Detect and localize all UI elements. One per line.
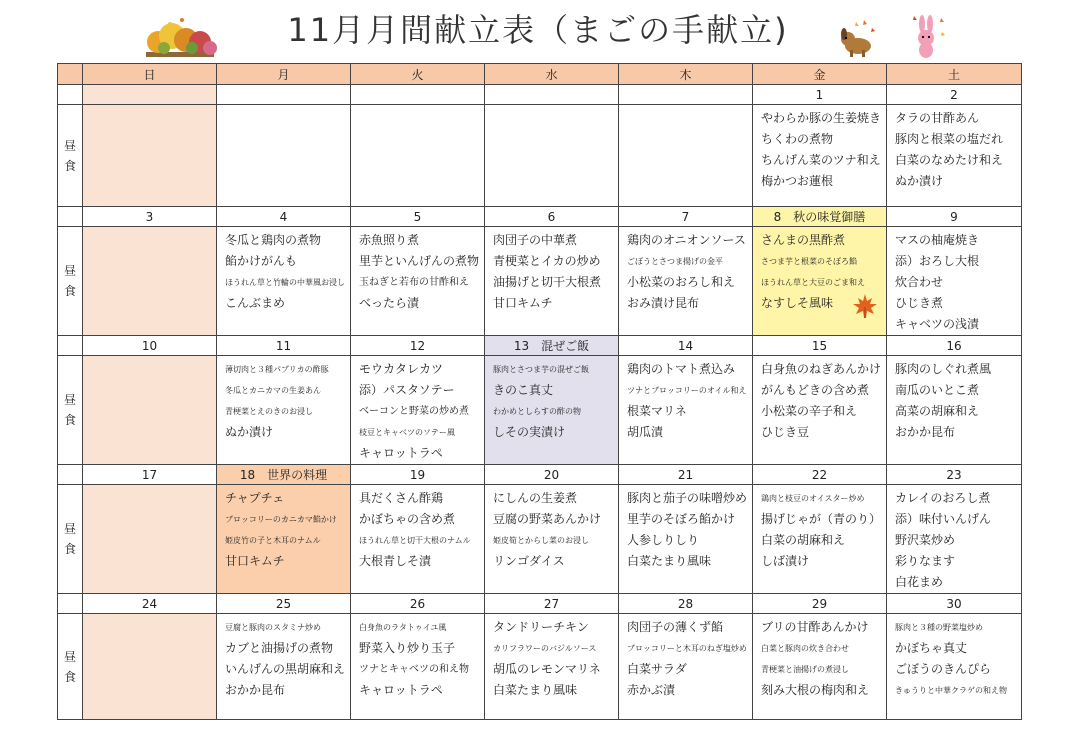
menu-item: にしんの生姜煮 xyxy=(493,491,578,505)
menu-item: 根菜マリネ xyxy=(627,404,687,418)
menu-item: 里芋といんげんの煮物 xyxy=(359,254,480,268)
menu-item: チャプチェ xyxy=(225,491,285,505)
date-row-side xyxy=(58,207,83,227)
menu-item: 白菜たまり風味 xyxy=(493,683,578,697)
menu-cell xyxy=(887,356,1022,465)
menu-cell xyxy=(619,227,753,336)
menu-cell xyxy=(887,105,1022,207)
menu-item: ベーコンと野菜の炒め煮 xyxy=(359,406,469,417)
menu-item: こんぶまめ xyxy=(225,296,286,310)
menu-item: 白菜と豚肉の炊き合わせ xyxy=(761,644,849,653)
menu-cell xyxy=(217,614,351,720)
menu-item: 高菜の胡麻和え xyxy=(895,404,980,418)
menu-list xyxy=(217,227,350,314)
menu-list xyxy=(887,227,1021,335)
menu-item: 添）パスタソテー xyxy=(359,383,455,397)
menu-item: 野沢菜炒め xyxy=(895,533,956,547)
menu-cell xyxy=(351,485,485,594)
menu-item: ごぼうのきんぴら xyxy=(895,662,992,676)
menu-item: ブリの甘酢あんかけ xyxy=(761,620,869,634)
menu-item: べったら漬 xyxy=(359,296,420,310)
menu-list xyxy=(485,614,618,701)
date-cell: 14 xyxy=(619,336,753,356)
date-cell: 20 xyxy=(485,465,619,485)
menu-item: 白菜サラダ xyxy=(627,662,687,676)
menu-list xyxy=(619,485,752,572)
date-cell: 25 xyxy=(217,594,351,614)
menu-cell xyxy=(485,227,619,336)
menu-item: ツナとブロッコリーのオイル和え xyxy=(627,386,747,395)
menu-item: キャロットラペ xyxy=(359,446,443,460)
menu-item: 赤かぶ漬 xyxy=(627,683,676,697)
menu-list xyxy=(887,614,1021,701)
date-cell xyxy=(619,85,753,105)
menu-cell xyxy=(83,227,217,336)
rabbit-leaves-icon xyxy=(908,12,948,64)
date-cell: 5 xyxy=(351,207,485,227)
menu-cell xyxy=(485,356,619,465)
menu-item: 白身魚のねぎあんかけ xyxy=(761,362,882,376)
menu-item: カレイのおろし煮 xyxy=(895,491,991,505)
date-cell: 16 xyxy=(887,336,1022,356)
menu-item: 玉ねぎと若布の甘酢和え xyxy=(359,277,469,288)
menu-item: やわらか豚の生姜焼き xyxy=(761,111,882,125)
menu-item: ほうれん草と切干大根のナムル xyxy=(359,536,471,545)
menu-item: きのこ真丈 xyxy=(493,383,554,397)
date-cell xyxy=(217,85,351,105)
menu-item: 豆腐と豚肉のスタミナ炒め xyxy=(225,623,321,632)
date-cell: 24 xyxy=(83,594,217,614)
maple-leaf-icon xyxy=(852,293,878,322)
menu-list xyxy=(83,227,216,230)
menu-item: ぬか漬け xyxy=(225,425,274,439)
date-cell: 21 xyxy=(619,465,753,485)
menu-cell xyxy=(619,485,753,594)
menu-cell xyxy=(217,105,351,207)
menu-cell xyxy=(217,356,351,465)
meal-label-char: 食 xyxy=(63,158,76,173)
menu-cell xyxy=(887,614,1022,720)
date-cell: 6 xyxy=(485,207,619,227)
menu-item: さんまの黒酢煮 xyxy=(761,233,846,247)
date-cell: 17 xyxy=(83,465,217,485)
menu-item: 薄切肉と３種パプリカの酢豚 xyxy=(225,365,329,374)
page-title: 11月月間献立表（まごの手献立) xyxy=(287,11,789,49)
menu-item: 油揚げと切干大根煮 xyxy=(493,275,602,289)
menu-item: ぬか漬け xyxy=(895,174,944,188)
menu-item: 枝豆とキャベツのソテー風 xyxy=(359,428,455,437)
menu-cell xyxy=(887,227,1022,336)
menu-item: ごぼうとさつま揚げの金平 xyxy=(627,257,723,266)
menu-item: かぼちゃ真丈 xyxy=(895,641,968,655)
menu-cell xyxy=(351,614,485,720)
menu-cell xyxy=(83,105,217,207)
menu-item: 豚肉と３種の野菜塩炒め xyxy=(895,623,983,632)
date-row xyxy=(58,465,1022,485)
date-cell: 4 xyxy=(217,207,351,227)
weekday-header: 土 xyxy=(887,64,1022,85)
menu-item: 豚肉のしぐれ煮風 xyxy=(895,362,992,376)
meal-label xyxy=(58,227,83,336)
date-cell xyxy=(485,85,619,105)
menu-item: 彩りなます xyxy=(895,554,956,568)
menu-item: 大根青しそ漬 xyxy=(359,554,432,568)
meal-label-char: 食 xyxy=(63,284,76,298)
menu-item: 青梗菜とイカの炒め xyxy=(493,254,601,268)
menu-cell xyxy=(217,485,351,594)
menu-item: 鶏肉のトマト煮込み xyxy=(627,362,736,376)
meal-label-char: 昼 xyxy=(63,393,76,407)
menu-cell xyxy=(619,356,753,465)
date-cell: 19 xyxy=(351,465,485,485)
menu-item: リンゴダイス xyxy=(493,554,565,568)
menu-item: 姫皮竹の子と木耳のナムル xyxy=(225,536,321,545)
menu-item: ちくわの煮物 xyxy=(761,132,834,146)
lunch-row xyxy=(58,105,1022,207)
meal-label-char: 食 xyxy=(63,542,76,556)
menu-item: キャロットラペ xyxy=(359,683,443,697)
menu-list xyxy=(485,105,618,108)
menu-cell xyxy=(753,614,887,720)
menu-item: カリフラワーのバジルソース xyxy=(493,644,597,653)
menu-item: 白菜の胡麻和え xyxy=(761,533,846,547)
date-row-side xyxy=(58,594,83,614)
menu-list xyxy=(887,356,1021,443)
date-cell: 15 xyxy=(753,336,887,356)
menu-list xyxy=(217,105,350,108)
date-row-side xyxy=(58,85,83,105)
menu-item: しば漬け xyxy=(761,554,810,568)
menu-item: 豚肉と根菜の塩だれ xyxy=(895,132,1004,146)
date-cell xyxy=(83,85,217,105)
menu-item: 小松菜の辛子和え xyxy=(761,404,858,418)
date-cell: 27 xyxy=(485,594,619,614)
date-cell xyxy=(351,85,485,105)
menu-list xyxy=(351,105,484,108)
menu-item: ツナとキャベツの和え物 xyxy=(359,664,469,675)
menu-cell xyxy=(351,356,485,465)
menu-cell xyxy=(83,614,217,720)
menu-item: 野菜入り炒り玉子 xyxy=(359,641,456,655)
menu-item: なすしそ風味 xyxy=(761,296,834,310)
menu-list xyxy=(83,356,216,359)
weekday-header: 日 xyxy=(83,64,217,85)
date-row xyxy=(58,85,1022,105)
menu-item: 豆腐の野菜あんかけ xyxy=(493,512,602,526)
menu-cell xyxy=(485,485,619,594)
date-cell: 30 xyxy=(887,594,1022,614)
menu-item: ひじき煮 xyxy=(895,296,944,310)
date-cell: 13 混ぜご飯 xyxy=(485,336,619,356)
menu-calendar-table xyxy=(57,63,1022,720)
menu-item: ブロッコリーと木耳のねぎ塩炒め xyxy=(627,644,747,653)
menu-item: がんもどきの含め煮 xyxy=(761,383,870,397)
menu-item: 南瓜のいとこ煮 xyxy=(895,383,980,397)
menu-list xyxy=(619,105,752,108)
date-row xyxy=(58,594,1022,614)
menu-list xyxy=(217,485,350,572)
menu-list xyxy=(351,485,484,572)
meal-label-char: 昼 xyxy=(63,649,76,664)
menu-item: 肉団子の中華煮 xyxy=(493,233,578,247)
menu-item: 添）味付いんげん xyxy=(895,512,992,526)
date-cell: 28 xyxy=(619,594,753,614)
menu-item: 里芋のそぼろ餡かけ xyxy=(627,512,736,526)
menu-item: きゅうりと中華クラゲの和え物 xyxy=(895,686,1007,695)
menu-item: 姫皮筍とからし菜のお浸し xyxy=(493,536,589,545)
menu-item: 甘口キムチ xyxy=(493,296,553,310)
menu-list xyxy=(83,614,216,617)
menu-cell xyxy=(351,105,485,207)
menu-item: 白菜のなめたけ和え xyxy=(895,153,1004,167)
menu-cell xyxy=(887,485,1022,594)
lunch-row xyxy=(58,356,1022,465)
menu-list xyxy=(753,227,886,326)
menu-item: タンドリーチキン xyxy=(493,620,589,634)
menu-item: マスの柚庵焼き xyxy=(895,233,980,247)
weekday-header: 火 xyxy=(351,64,485,85)
menu-list xyxy=(217,614,350,701)
menu-list xyxy=(485,227,618,314)
menu-item: 白花まめ xyxy=(895,575,944,589)
menu-cell xyxy=(83,485,217,594)
menu-list xyxy=(485,356,618,443)
menu-item: 豚肉とさつま芋の混ぜご飯 xyxy=(493,365,589,374)
weekday-header-row xyxy=(58,64,1022,85)
menu-item: 胡瓜のレモンマリネ xyxy=(493,662,601,676)
lunch-row xyxy=(58,485,1022,594)
date-row-side xyxy=(58,336,83,356)
meal-label-char: 食 xyxy=(63,669,76,684)
date-row-side xyxy=(58,465,83,485)
date-cell: 26 xyxy=(351,594,485,614)
menu-list xyxy=(351,227,484,314)
lunch-row xyxy=(58,227,1022,336)
menu-item: ブロッコリーのカニカマ餡かけ xyxy=(225,515,337,524)
menu-cell xyxy=(217,227,351,336)
header-corner xyxy=(58,64,83,85)
meal-label xyxy=(58,614,83,720)
menu-item: 揚げじゃが（青のり） xyxy=(761,512,882,526)
menu-item: 豚肉と茄子の味噌炒め xyxy=(627,491,748,505)
menu-item: ほうれん草と竹輪の中華風お浸し xyxy=(225,278,345,287)
menu-item: ちんげん菜のツナ和え xyxy=(761,153,881,167)
date-row xyxy=(58,336,1022,356)
menu-list xyxy=(619,614,752,701)
menu-item: 青梗菜とえのきのお浸し xyxy=(225,407,313,416)
date-cell: 9 xyxy=(887,207,1022,227)
weekday-header: 木 xyxy=(619,64,753,85)
meal-label-char: 食 xyxy=(63,413,76,427)
menu-item: さつま芋と根菜のそぼろ餡 xyxy=(761,257,857,266)
menu-cell xyxy=(351,227,485,336)
menu-list xyxy=(887,105,1021,192)
lunch-row xyxy=(58,614,1022,720)
meal-label-char: 昼 xyxy=(63,264,76,278)
menu-item: 冬瓜と鶏肉の煮物 xyxy=(225,233,322,247)
menu-cell xyxy=(619,614,753,720)
menu-item: おみ漬け昆布 xyxy=(627,296,700,310)
menu-item: 赤魚照り煮 xyxy=(359,233,420,247)
menu-item: 冬瓜とカニカマの生姜あん xyxy=(225,386,321,395)
menu-item: おかか昆布 xyxy=(225,683,286,697)
menu-item: おかか昆布 xyxy=(895,425,956,439)
date-cell: 7 xyxy=(619,207,753,227)
menu-item: わかめとしらすの酢の物 xyxy=(493,407,581,416)
menu-list xyxy=(351,356,484,464)
menu-item: 人参しりしり xyxy=(627,533,700,547)
menu-item: ひじき豆 xyxy=(761,425,810,439)
date-cell: 10 xyxy=(83,336,217,356)
menu-item: いんげんの黒胡麻和え xyxy=(225,662,346,676)
meal-label-char: 昼 xyxy=(63,138,76,153)
date-cell: 3 xyxy=(83,207,217,227)
date-cell: 8 秋の味覚御膳 xyxy=(753,207,887,227)
date-cell: 11 xyxy=(217,336,351,356)
weekday-header: 金 xyxy=(753,64,887,85)
menu-cell xyxy=(83,356,217,465)
menu-item: 甘口キムチ xyxy=(225,554,285,568)
menu-item: 白身魚のラタトゥイユ風 xyxy=(359,623,447,632)
menu-cell xyxy=(619,105,753,207)
menu-item: 餡かけがんも xyxy=(225,254,298,268)
meal-label xyxy=(58,485,83,594)
menu-list xyxy=(753,105,886,192)
menu-item: 小松菜のおろし和え xyxy=(627,275,736,289)
menu-item: タラの甘酢あん xyxy=(895,111,980,125)
date-row xyxy=(58,207,1022,227)
menu-list xyxy=(753,356,886,443)
menu-list xyxy=(217,356,350,443)
date-cell: 2 xyxy=(887,85,1022,105)
menu-list xyxy=(351,614,484,701)
menu-item: 炊合わせ xyxy=(895,275,944,289)
menu-list xyxy=(887,485,1021,593)
menu-list xyxy=(753,485,886,572)
meal-label xyxy=(58,105,83,207)
menu-list xyxy=(753,614,886,701)
weekday-header: 月 xyxy=(217,64,351,85)
menu-item: 鶏肉と枝豆のオイスター炒め xyxy=(761,494,865,503)
menu-list xyxy=(83,485,216,488)
menu-item: 肉団子の薄くず餡 xyxy=(627,620,724,634)
menu-cell xyxy=(753,227,887,336)
menu-item: しその実漬け xyxy=(493,425,566,439)
menu-list xyxy=(619,356,752,443)
menu-list xyxy=(485,485,618,572)
menu-item: 具だくさん酢鶏 xyxy=(359,491,444,505)
menu-cell xyxy=(485,614,619,720)
menu-item: 梅かつお蓮根 xyxy=(761,174,834,188)
dog-leaves-icon xyxy=(834,14,880,64)
menu-item: モウカタレカツ xyxy=(359,362,444,376)
menu-item: キャベツの浅漬 xyxy=(895,317,980,331)
menu-cell xyxy=(753,485,887,594)
menu-list xyxy=(83,105,216,108)
date-cell: 29 xyxy=(753,594,887,614)
date-cell: 22 xyxy=(753,465,887,485)
date-cell: 12 xyxy=(351,336,485,356)
menu-cell xyxy=(753,356,887,465)
menu-item: かぼちゃの含め煮 xyxy=(359,512,456,526)
menu-item: カブと油揚げの煮物 xyxy=(225,641,334,655)
menu-item: 胡瓜漬 xyxy=(627,425,664,439)
menu-item: 鶏肉のオニオンソース xyxy=(627,233,746,247)
menu-cell xyxy=(485,105,619,207)
date-cell: 23 xyxy=(887,465,1022,485)
menu-item: 青梗菜と油揚げの煮浸し xyxy=(761,665,849,674)
menu-cell xyxy=(753,105,887,207)
menu-item: ほうれん草と大豆のごま和え xyxy=(761,278,865,287)
menu-item: 刻み大根の梅肉和え xyxy=(761,683,870,697)
date-cell: 1 xyxy=(753,85,887,105)
date-cell: 18 世界の料理 xyxy=(217,465,351,485)
meal-label-char: 昼 xyxy=(63,522,76,536)
menu-list xyxy=(619,227,752,314)
menu-item: 白菜たまり風味 xyxy=(627,554,712,568)
menu-item: 添）おろし大根 xyxy=(895,254,980,268)
weekday-header: 水 xyxy=(485,64,619,85)
meal-label xyxy=(58,356,83,465)
